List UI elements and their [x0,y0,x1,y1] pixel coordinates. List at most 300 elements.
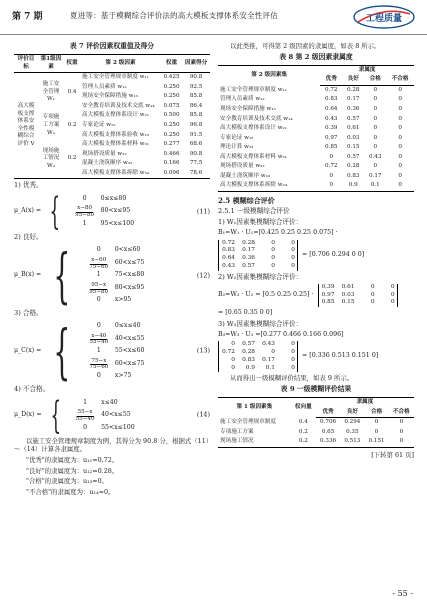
membership-value: 0 [373,115,377,122]
membership-value: 0.1 [370,182,380,189]
matrix-row [221,263,295,271]
membership-value: 0 [373,96,377,103]
matrix-cell: 0 [291,364,295,371]
table-row [218,172,414,182]
factor-name: 施工安全管理规章制度 w₁₁ [220,86,287,93]
table-row [218,115,414,125]
matrix-row [221,240,295,248]
case-condition: 55<x≤100 [101,423,135,431]
membership-value: 0 [329,172,334,179]
level2-factor: 混凝土浇筑顺序 w₃₃ [82,160,133,167]
matrix-cell: 0 [291,239,295,246]
membership-grade: 不合格 [389,408,414,418]
matrix-cell: 0.17 [262,356,275,363]
numerator: x−80 [77,205,93,212]
example-line: "合格"的隶属度为：u₁₃=0。 [26,477,109,486]
case-value: 0 [83,423,88,431]
factor-score: 92.5 [189,83,203,90]
b3-result: = [0.336 0.513 0.151 0] [302,352,379,360]
cases [69,194,135,230]
fraction [89,334,108,347]
matrix-cell: 0 [291,263,295,270]
table-row [14,140,210,150]
case-condition: 75<x≤80 [114,271,145,279]
factor-score: 90.8 [189,150,203,157]
table7-header: 因素得分 [182,55,210,73]
section-title: 2.5 模糊综合评价 [218,195,275,205]
matrix-row [221,341,295,349]
membership-equation [14,393,210,437]
membership-value: 0 [398,96,402,103]
factor-name: 施工安全管理规章制度 [220,419,276,426]
numerator: 95−x [91,281,107,288]
membership-value: 0.57 [347,115,360,122]
example-text: 以施工安全管理规章制度为例，其得分为 90.8 分，根据式（11）～（14）计算各隶属度。 [14,436,209,454]
table7-header: 权重 [64,55,80,73]
piecewise [14,393,210,437]
table9-caption: 表 9 一级模糊评价结果 [280,385,352,393]
membership-lhs: μ_A(x) = [14,207,42,215]
factor-name: 安全教育培训及技术交底 w₁₄ [220,115,293,122]
denominator: 95−80 [75,212,95,219]
case-row [83,281,145,295]
t9-h-weight: 权向量 [294,404,312,411]
table-row [218,153,414,163]
membership-grade: 优秀 [320,75,342,85]
result-value: 0.336 [320,438,337,445]
membership-value: 0.39 [325,125,338,132]
subsection-title: 2.5.1 一级模糊综合评价 [218,207,290,216]
case-condition: x>75 [114,372,132,380]
level1-weight: 0.4 [67,88,77,95]
level2-weight: 0.466 [163,150,180,157]
example-line: "优秀"的隶属度为：u₁₁=0.72。 [26,456,119,465]
case-value [83,256,115,271]
matrix-cell: 0.97 [321,291,335,298]
example-line: "不合格"的隶属度为：u₁₄=0。 [26,488,115,497]
matrix-row [221,247,295,255]
factor-score: 96.8 [189,122,203,128]
cases [83,321,145,382]
table7-header: 第 2 级因素 [80,55,161,73]
case-condition: 40<x≤55 [101,411,131,419]
case-value [83,332,115,347]
after-text: 从而得出一级模糊评价结果，如表 9 所示。 [230,374,354,383]
membership-value: 0.61 [347,125,360,132]
case-value: 0 [96,322,101,330]
matrix-cell: 0.43 [262,341,275,348]
table7-header: 评价目标 [14,55,38,73]
denominator: 75−60 [89,263,109,270]
factor-name: 专项施工方案 [220,428,254,435]
membership-value: 0 [373,163,377,170]
result-value: 0 [399,419,404,426]
left-column [14,40,210,499]
matrix-cell: 0.64 [222,255,235,262]
case-condition: 0≤x≤80 [100,194,127,202]
factor-name: 混凝土浇筑顺序 w₃₃ [220,172,271,179]
factor-score: 91.5 [189,131,203,138]
case-row [83,371,145,382]
matrix-cell: 0 [390,299,395,306]
matrix-cell: 0 [231,364,235,371]
membership-equation [14,241,210,311]
result-value: 0.35 [346,428,359,435]
result-value: 0.65 [321,428,335,435]
membership-value: 0.43 [368,153,382,160]
level1-factor: 施工安全管理 W₁ [42,81,60,103]
case-row [83,245,145,256]
matrix-cell: 0.83 [222,247,235,254]
membership-value: 0 [373,134,377,141]
membership-value: 0 [373,144,377,151]
equation-number: (14) [196,411,210,420]
table9 [218,397,414,448]
numerator: x−60 [91,256,107,263]
membership-value: 0.57 [347,153,360,160]
level1-weight: 0.2 [67,122,77,128]
result-value: 0.4 [298,419,308,426]
membership-intro: 1) 优秀。 [14,181,43,190]
result-value: 0 [374,428,379,435]
equation-number: (11) [196,207,210,216]
matrix-cell: 0.57 [242,341,255,348]
membership-value: 0.28 [347,163,360,170]
table7 [14,54,210,179]
matrix-cell: 0.85 [321,299,335,306]
factor-name: 专家论证 w₂₂ [220,134,254,141]
matrix-cell: 0 [271,255,275,262]
case-value [83,357,115,372]
denominator: 75−60 [89,364,109,371]
case-row [83,256,145,270]
continued-note: [下转第 61 页] [371,450,414,459]
level2-factor: 高大模板支撑体系材料 w₃₁ [82,141,150,148]
level2-factor: 高大模板支撑体系拆除 w₃₄ [82,169,150,176]
membership-value: 0.17 [347,96,360,103]
fraction [89,283,108,296]
example-line: "良好"的隶属度为：u₁₂=0.28。 [26,466,119,475]
level1-weight: 0.2 [67,155,77,162]
case-value [69,408,101,423]
level2-factor: 高大模板支撑体系设计 w₂₁ [82,112,150,119]
result-value: 0.294 [344,419,361,426]
table-row [218,105,414,115]
case-value: 0 [96,246,101,254]
membership-value: 0 [398,172,402,179]
factor-score: 85.8 [189,93,203,100]
level2-factor: 专家论证 w₂₂ [82,122,116,128]
membership-value: 0 [373,86,377,93]
membership-grade: 优秀 [316,408,340,418]
matrix-cell: 0 [271,247,275,254]
factor-name: 管理人员素质 w₁₂ [220,96,265,103]
membership-grade: 不合格 [386,75,414,85]
membership-grade: 良好 [342,75,364,85]
denominator: 55−40 [75,415,95,422]
case-value [69,204,101,219]
membership-value: 0.36 [347,106,360,112]
membership-value: 0 [398,134,402,141]
matrix-cell: 0 [390,283,395,290]
case-condition: 55<x≤60 [114,347,145,355]
denominator: 95−80 [89,288,109,295]
b2-result: = [0.65 0.35 0 0] [218,309,273,317]
denominator: 55−40 [89,339,109,346]
factor-name: 高大模板支撑体系设计 w₂₁ [220,125,287,132]
matrix-cell: 0 [271,239,275,246]
matrix-cell: 0.83 [242,356,255,363]
table8-caption: 表 8 第 2 级因素隶属度 [279,52,353,61]
membership-value: 0 [398,144,402,151]
level2-weight: 0.250 [163,83,180,90]
membership-value: 0.83 [325,96,338,103]
factor-name: 现场施工情况 [220,438,254,445]
table-row [218,437,414,447]
membership-value: 0.03 [347,134,360,141]
case-row [83,270,145,281]
numerator: 55−x [77,408,93,415]
right-intro: 以此类推，可得第 2 级因素的隶属度，如表 8 所示。 [230,42,381,50]
matrix-row [221,255,295,263]
membership-value: 0 [398,106,402,112]
case-value: 0 [96,296,101,304]
level2-weight: 0.250 [163,93,180,100]
result-value: 0 [399,428,404,435]
membership-value: 0.85 [325,144,338,151]
svg-text:工程质量: 工程质量 [365,14,403,24]
matrix-row [321,292,395,300]
factor-score: 68.6 [189,141,203,148]
matrix-cell: 0.36 [242,255,255,262]
matrix-cell: 0 [231,341,235,348]
evaluation-target: 高大模板支撑体系安全性模糊综合评价 V [17,103,35,147]
b1-result: = [0.706 0.294 0 0] [302,251,365,259]
matrix-cell: 0.72 [222,348,235,355]
membership-value: 0 [398,115,402,122]
matrix-cell: 0.43 [222,263,235,270]
numerator: x−40 [91,332,107,339]
case-condition: 80<x≤95 [100,207,131,215]
fraction [89,359,108,372]
matrix-cell: 0 [370,283,375,290]
table-row [218,95,414,105]
table-row [218,428,414,438]
matrix-cell: 0.15 [341,299,355,306]
case-value: 0 [82,194,87,202]
case-row [69,397,135,408]
journal-logo [352,4,416,30]
membership-equation [14,316,210,386]
membership-grade: 合格 [364,75,386,85]
level1-factor: 专项施工方案 W₂ [42,114,60,136]
example-lines [14,456,210,497]
matrix-cell: 0 [370,291,375,298]
piecewise [14,190,210,234]
case-row [69,194,135,205]
matrix-row [321,299,395,307]
result-value: 0.151 [368,438,385,445]
b2-formula: B₂=W₂ · U₂ = [0.5 0.25 0.25] · [218,291,314,299]
equation-number: (13) [196,347,210,356]
table-row [218,143,414,153]
matrix-cell: 0 [271,348,275,355]
membership-lhs: μ_C(x) = [14,347,42,355]
brace: { [53,316,71,386]
membership-value: 0.9 [348,182,358,189]
page-header [0,0,427,35]
matrix-cell: 0.61 [341,283,355,290]
table-row [218,162,414,172]
level2-factor: 高大模板支撑体系验收 w₂₃ [82,131,150,138]
matrix-cell: 0.28 [242,239,255,246]
case-row [83,295,145,306]
membership-value: 0.28 [347,86,360,93]
result-value: 0.2 [298,428,308,435]
membership-intro: 3) 合格。 [14,309,43,318]
case-condition: 95<x≤100 [100,219,135,227]
matrix-row [221,365,295,373]
membership-value: 0.97 [325,134,338,141]
membership-grade: 良好 [340,408,364,418]
matrix-cell: 0.57 [242,263,255,270]
membership-intro: 2) 良好。 [14,233,43,242]
case-condition: 80<x≤95 [114,283,145,291]
membership-value: 0.43 [325,115,338,122]
case-condition: 60<x≤75 [114,359,145,367]
fraction [75,206,94,219]
level2-weight: 0.250 [163,122,180,128]
page-number: - 55 - [392,589,413,598]
matrix-cell: 0.28 [242,348,255,355]
fraction [89,258,108,271]
factor-name: 现场安全保障措施 w₁₃ [220,106,276,112]
table8 [218,65,414,192]
factor-name: 高大模板支撑体系拆除 w₃₄ [220,182,287,189]
t8-h-factor: 第 2 级因素集 [251,71,288,78]
fraction [76,410,95,423]
level2-factor: 管理人员素质 w₁₂ [82,83,127,90]
table7-caption: 表 7 评价因素权重值及得分 [69,42,155,50]
matrix-row [221,357,295,365]
table7-header: 权重 [161,55,182,73]
case-row [69,205,135,219]
case-value: 1 [83,398,88,406]
level2-factor: 安全教育培训及技术交底 w₁₄ [82,102,155,109]
matrix-cell: 0.39 [321,283,335,290]
case-row [69,422,135,433]
table-row [218,418,414,428]
membership-value: 0 [398,86,402,93]
matrix-cell: 0 [291,348,295,355]
matrix-cell: 0 [291,247,295,254]
level2-weight: 0.277 [163,141,180,148]
brace: { [49,190,61,234]
membership-value: 0.83 [347,172,360,179]
level2-weight: 0.166 [163,160,180,167]
level2-weight: 0.075 [163,102,180,109]
matrix-cell: 0 [291,341,295,348]
result-value: 0.513 [344,438,361,445]
level2-weight: 0.096 [163,169,180,176]
level2-factor: 施工安全管理规章制度 w₁₁ [82,74,150,81]
result-value: 0 [399,438,404,445]
membership-value: 0.72 [325,86,338,93]
w3-intro: 3) W₃因素集模糊综合评价： [218,319,303,328]
case-value: 1 [96,271,101,279]
factor-score: 86.4 [189,102,203,109]
matrix-cell: 0 [370,299,375,306]
membership-value: 0.64 [325,106,338,112]
running-title: 夏进等：基于模糊综合评价法的高大模板支撑体系安全性评估 [70,11,278,20]
table-row [218,85,414,95]
table-row [218,124,414,134]
membership-intro: 4) 不合格。 [14,384,50,393]
factor-name: 理论计算 w₂₃ [220,144,254,151]
b1-formula: B₁=W₁ · U₁=[0.425 0.25 0.25 0.075] · [218,229,338,237]
case-row [69,408,135,422]
result-value: 0.706 [320,419,337,426]
case-row [69,219,135,230]
membership-value: 0 [398,153,402,160]
membership-value: 0 [329,153,334,160]
case-row [83,357,145,371]
matrix-cell: 0.03 [341,291,355,298]
b3-formula: B₃=W₃ · U₃ =[0.277 0.466 0.166 0.096] [218,330,344,338]
factor-name: 现场搭设质量 w₃₂ [220,163,265,170]
level2-factor: 现场安全保障措施 w₁₃ [82,93,138,100]
case-condition: 0≤x≤40 [114,322,141,330]
right-column [218,40,414,460]
factor-score: 77.5 [189,160,203,167]
matrix-cell: 0 [231,356,235,363]
factor-score: 90.8 [189,74,203,81]
factor-score: 78.6 [189,169,203,176]
table-row [218,181,414,191]
case-condition: x≤40 [101,398,118,406]
case-row [83,332,145,346]
factor-score: 85.8 [189,112,203,119]
w1-intro: 1) W₁因素集模糊综合评价： [218,218,303,227]
matrix-cell: 0 [291,255,295,262]
brace: { [53,241,71,311]
matrix-row [321,284,395,292]
membership-equation [14,190,210,234]
t9-h-membership: 隶属度 [356,399,374,406]
result-value: 0.2 [298,438,308,445]
membership-value: 0 [373,125,377,132]
result-value: 0 [374,419,379,426]
cases [69,397,135,433]
table-row [218,134,414,144]
level2-weight: 0.425 [163,74,180,81]
membership-functions [14,181,210,437]
cases [83,245,145,306]
factor-name: 高大模板支撑体系材料 w₃₁ [220,153,287,160]
membership-value: 0 [398,125,402,132]
membership-grade: 合格 [364,408,388,418]
piecewise [14,316,210,386]
matrix-cell: 0.72 [222,239,235,246]
case-value: 1 [96,347,101,355]
membership-value: 0.72 [325,163,338,170]
matrix-cell: 0 [390,291,395,298]
level2-weight: 0.500 [163,112,180,119]
membership-lhs: μ_B(x) = [14,271,42,279]
numerator: 75−x [91,357,107,364]
membership-lhs: μ_D(x) = [14,411,42,419]
level2-weight: 0.250 [163,131,180,138]
